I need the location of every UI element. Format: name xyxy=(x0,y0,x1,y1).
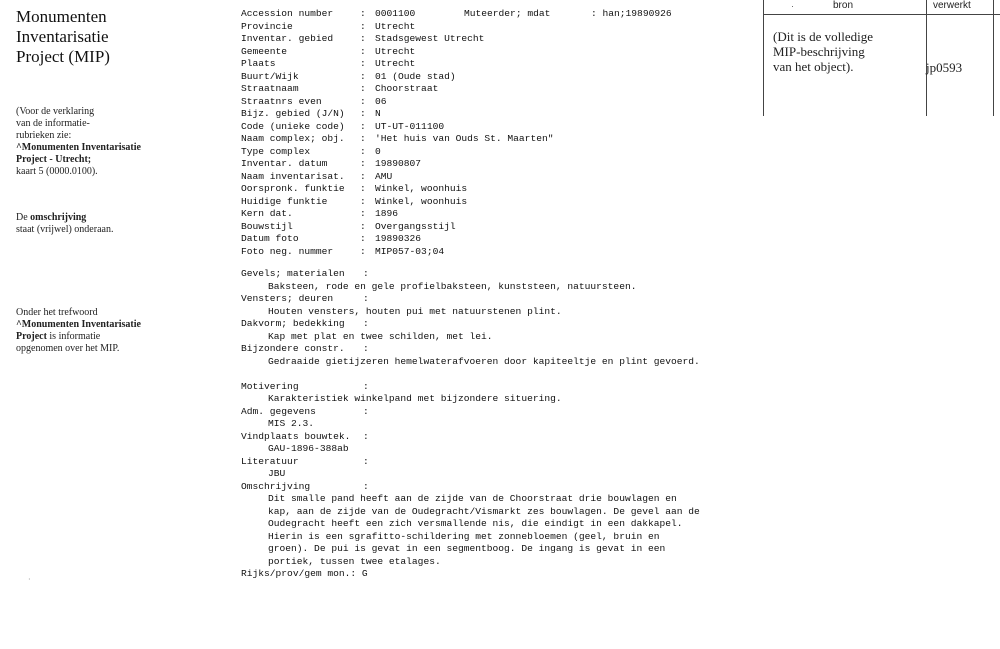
field-colon: : xyxy=(360,208,366,219)
section-label: Omschrijving xyxy=(241,480,311,492)
field-list xyxy=(241,8,553,258)
field-value: MIP057-03;04 xyxy=(375,245,445,257)
field-label: Straatnaam xyxy=(241,83,299,94)
field-value: 01 (Oude stad) xyxy=(375,70,456,82)
field-colon: : xyxy=(360,33,366,44)
field-colon: : xyxy=(360,195,366,207)
field-colon: : xyxy=(360,133,366,144)
field-colon: : xyxy=(360,20,366,32)
field-row xyxy=(241,108,553,121)
field-value: N xyxy=(375,108,381,119)
section-label: Vindplaats bouwtek. xyxy=(241,430,351,442)
field-row xyxy=(241,33,553,46)
title-line: Monumenten xyxy=(16,7,107,26)
source-table xyxy=(763,0,1000,116)
field-label: Straatnrs even xyxy=(241,95,322,107)
field-value: 19890807 xyxy=(375,158,422,169)
table-description xyxy=(773,29,873,74)
field-value: Utrecht xyxy=(375,58,416,69)
field-colon: : xyxy=(360,108,366,119)
field-value: Overgangsstijl xyxy=(375,220,456,232)
field-value: 0 xyxy=(375,145,381,157)
field-label: Inventar. gebied xyxy=(241,33,334,44)
field-value: 06 xyxy=(375,95,387,107)
field-label: Plaats xyxy=(241,58,276,69)
field-row xyxy=(241,121,553,134)
field-value: AMU xyxy=(375,170,393,182)
field-label: Huidige funktie xyxy=(241,195,328,207)
section-text: Gedraaide gietijzeren hemelwaterafvoeren door kapiteeltje en plint gevoerd. xyxy=(268,355,700,367)
field-value: Utrecht xyxy=(375,20,416,32)
field-label: Type complex xyxy=(241,145,311,157)
field-colon: : xyxy=(360,70,366,82)
col-verwerkt: verwerkt xyxy=(933,0,971,11)
table-desc-line: (Dit is de volledige xyxy=(773,29,874,44)
section xyxy=(241,293,700,318)
section-label: Literatuur xyxy=(241,455,299,467)
field-row xyxy=(241,221,553,234)
field-label: Oorspronk. funktie xyxy=(241,183,345,194)
section-text: JBU xyxy=(268,468,286,479)
section-colon: : xyxy=(363,380,369,392)
field-row xyxy=(241,146,553,159)
note-line: (Voor de verklaring xyxy=(16,106,95,117)
field-value: UT-UT-011100 xyxy=(375,120,445,132)
field-label: Bijz. gebied (J/N) xyxy=(241,108,345,119)
field-label: Foto neg. nummer xyxy=(241,245,334,257)
section-colon: : xyxy=(363,293,369,304)
field-colon: : xyxy=(360,158,366,169)
title-line: Inventarisatie xyxy=(16,27,109,46)
section xyxy=(241,406,700,431)
section-text: kap, aan de zijde van de Oudegracht/Vismarkt zes bouwlagen. De gevel aan de xyxy=(268,505,700,517)
field-row xyxy=(241,196,553,209)
field-label: Provincie xyxy=(241,20,293,32)
section-text: Houten vensters, houten pui met natuurstenen plint. xyxy=(268,305,562,317)
section-colon: : xyxy=(363,268,369,279)
section-text: Dit smalle pand heeft aan de zijde van de Choorstraat drie bouwlagen en xyxy=(268,493,677,504)
section-text: GAU-1896-388ab xyxy=(268,443,349,454)
field-value: 19890326 xyxy=(375,233,422,244)
col-bron: bron xyxy=(833,0,854,11)
section-colon: : xyxy=(363,430,369,442)
field-colon: : xyxy=(360,45,366,57)
field-value: Winkel, woonhuis xyxy=(375,183,468,194)
section-label: Motivering xyxy=(241,380,299,392)
page-title xyxy=(16,7,110,67)
section-label: Adm. gegevens xyxy=(241,405,316,417)
section-label: Vensters; deuren xyxy=(241,293,334,304)
field-value: 1896 xyxy=(375,208,399,219)
field-label: Naam complex; obj. xyxy=(241,133,345,144)
note-line: kaart 5 (0000.0100). xyxy=(16,166,98,177)
field-row xyxy=(241,83,553,96)
field-colon: : xyxy=(360,220,366,232)
section-colon: : xyxy=(363,318,369,329)
section-text: Kap met plat en twee schilden, met lei. xyxy=(268,330,493,342)
rijks-line: Rijks/prov/gem mon.: G xyxy=(241,568,368,579)
section-colon: : xyxy=(363,343,369,354)
section xyxy=(241,268,700,293)
field-colon: : xyxy=(360,245,366,257)
field-colon: : xyxy=(360,83,366,94)
field-value: Choorstraat xyxy=(375,83,439,94)
field-value: 'Het huis van Ouds St. Maarten" xyxy=(375,133,554,144)
field-colon: : xyxy=(360,95,366,107)
note-line: rubrieken zie: xyxy=(16,130,72,141)
field-row xyxy=(241,58,553,71)
field-colon: : xyxy=(360,120,366,132)
section-label: Bijzondere constr. xyxy=(241,343,345,354)
dot-mark: · xyxy=(791,1,794,11)
title-line: Project (MIP) xyxy=(16,47,110,66)
field-row xyxy=(241,71,553,84)
field-colon: : xyxy=(360,58,366,69)
field-row xyxy=(241,158,553,171)
note-line: ^Monumenten Inventarisatie xyxy=(16,142,141,153)
field-value: 0001100 xyxy=(375,8,416,19)
note-line: Project - Utrecht; xyxy=(16,154,92,165)
field-label: Inventar. datum xyxy=(241,158,328,169)
section xyxy=(241,481,700,569)
speck: · xyxy=(28,575,31,584)
field-label: Bouwstijl xyxy=(241,220,293,232)
field-label: Kern dat. xyxy=(241,208,293,219)
field-row xyxy=(241,96,553,109)
field-row xyxy=(241,246,553,259)
section-text: groen). De pui is gevat in een segmentboog. De ingang is gevat in een xyxy=(268,543,666,554)
field-row xyxy=(241,208,553,221)
field-colon: : xyxy=(360,8,366,19)
description-sections xyxy=(241,268,700,581)
section-text: MIS 2.3. xyxy=(268,418,315,429)
field-label: Naam inventarisat. xyxy=(241,170,345,182)
field-row xyxy=(241,46,553,59)
section xyxy=(241,431,700,456)
section-text: portiek, tussen twee etalages. xyxy=(268,555,441,567)
section-label: Dakvorm; bedekking xyxy=(241,318,345,329)
muteerder-field: Muteerder; mdat : han;19890926 xyxy=(464,8,672,19)
field-row xyxy=(241,183,553,196)
field-label: Code (unieke code) xyxy=(241,120,345,132)
field-colon: : xyxy=(360,233,366,244)
field-label: Accession number xyxy=(241,8,334,19)
field-value: Stadsgewest Utrecht xyxy=(375,33,485,44)
section xyxy=(241,381,700,406)
section xyxy=(241,343,700,368)
note-keyword: Onder het trefwoord ^Monumenten Inventarisatie Project is informatie opgenomen over het MIP. xyxy=(16,307,141,354)
field-label: Datum foto xyxy=(241,233,299,244)
field-row xyxy=(241,171,553,184)
section-text: Karakteristiek winkelpand met bijzondere situering. xyxy=(268,393,562,404)
field-row xyxy=(241,233,553,246)
table-desc-line: MIP-beschrijving xyxy=(773,44,865,59)
note-description-location: De omschrijving staat (vrijwel) onderaan. xyxy=(16,212,114,235)
field-row xyxy=(241,133,553,146)
table-ref: jp0593 xyxy=(926,60,963,75)
field-value: Winkel, woonhuis xyxy=(375,195,468,207)
table-desc-line: van het object). xyxy=(773,59,854,74)
field-label: Buurt/Wijk xyxy=(241,70,299,82)
section-text: Hierin is een sgrafitto-schildering met zonnebloemen (geel, bruin en xyxy=(268,530,660,542)
section-label: Gevels; materialen xyxy=(241,268,345,279)
section-text: Oudegracht heeft een zich versmallende nis, die eindigt in een dakkapel. xyxy=(268,518,683,529)
field-row xyxy=(241,21,553,34)
field-label: Gemeente xyxy=(241,45,288,57)
note-line: van de informatie- xyxy=(16,118,90,129)
field-colon: : xyxy=(360,145,366,157)
section-colon: : xyxy=(363,455,369,467)
section-colon: : xyxy=(363,405,369,417)
section-colon: : xyxy=(363,480,369,492)
field-value: Utrecht xyxy=(375,45,416,57)
section xyxy=(241,456,700,481)
field-colon: : xyxy=(360,170,366,182)
note-explanation xyxy=(16,106,141,178)
section-text: Baksteen, rode en gele profielbaksteen, kunststeen, natuursteen. xyxy=(268,280,637,292)
section xyxy=(241,318,700,343)
field-colon: : xyxy=(360,183,366,194)
